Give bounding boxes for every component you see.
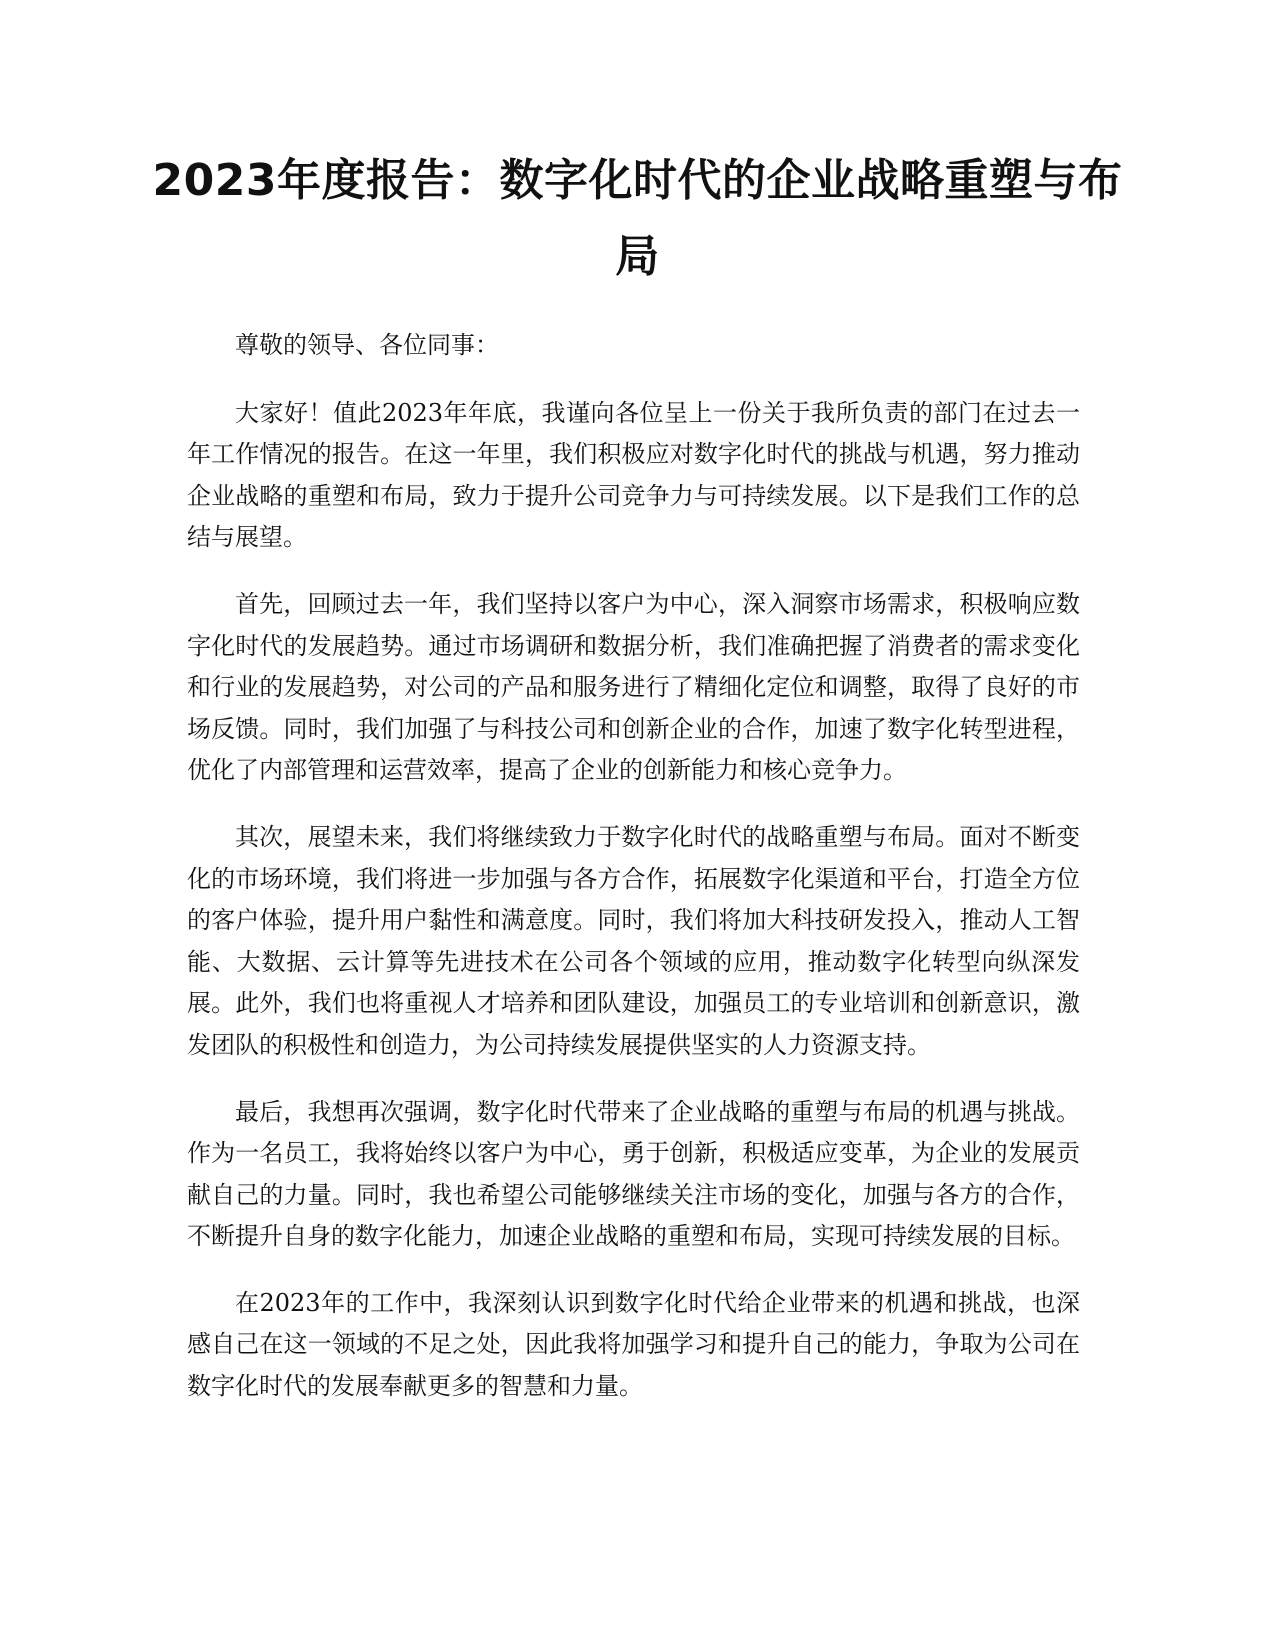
salutation: 尊敬的领导、各位同事： — [235, 331, 499, 359]
paragraph-reflection: 在2023年的工作中，我深刻认识到数字化时代给企业带来的机遇和挑战，也深感自己在这一领域的不足之处，因此我将加强学习和提升自己的能力，争取为公司在数字化时代的发展奉献更多的智慧和力量。 — [187, 1288, 1080, 1401]
paragraph-review: 首先，回顾过去一年，我们坚持以客户为中心，深入洞察市场需求，积极响应数字化时代的发展趋势。通过市场调研和数据分析，我们准确把握了消费者的需求变化和行业的发展趋势，对公司的产品和服务进行了精细化定位和调整，取得了良好的市场反馈。同时，我们加强了与科技公司和创新企业的合作，加速了数字化转型进程，优化了内部管理和运营效率，提高了企业的创新能力和核心竞争力。 — [187, 589, 1080, 785]
document-body — [187, 325, 1080, 1433]
document-title: 2023年度报告：数字化时代的企业战略重塑与布局 — [152, 155, 1123, 282]
paragraph-conclusion: 最后，我想再次强调，数字化时代带来了企业战略的重塑与布局的机遇与挑战。作为一名员工，我将始终以客户为中心，勇于创新，积极适应变革，为企业的发展贡献自己的力量。同时，我也希望公司能够继续关注市场的变化，加强与各方的合作，不断提升自身的数字化能力，加速企业战略的重塑和布局，实现可持续发展的目标。 — [187, 1097, 1080, 1251]
paragraph-outlook: 其次，展望未来，我们将继续致力于数字化时代的战略重塑与布局。面对不断变化的市场环境，我们将进一步加强与各方合作，拓展数字化渠道和平台，打造全方位的客户体验，提升用户黏性和满意度。同时，我们将加大科技研发投入，推动人工智能、大数据、云计算等先进技术在公司各个领域的应用，推动数字化转型向纵深发展。此外，我们也将重视人才培养和团队建设，加强员工的专业培训和创新意识，激发团队的积极性和创造力，为公司持续发展提供坚实的人力资源支持。 — [187, 822, 1080, 1059]
paragraph-greeting: 大家好！值此2023年年底，我谨向各位呈上一份关于我所负责的部门在过去一年工作情况的报告。在这一年里，我们积极应对数字化时代的挑战与机遇，努力推动企业战略的重塑和布局，致力于提升公司竞争力与可持续发展。以下是我们工作的总结与展望。 — [187, 398, 1080, 552]
